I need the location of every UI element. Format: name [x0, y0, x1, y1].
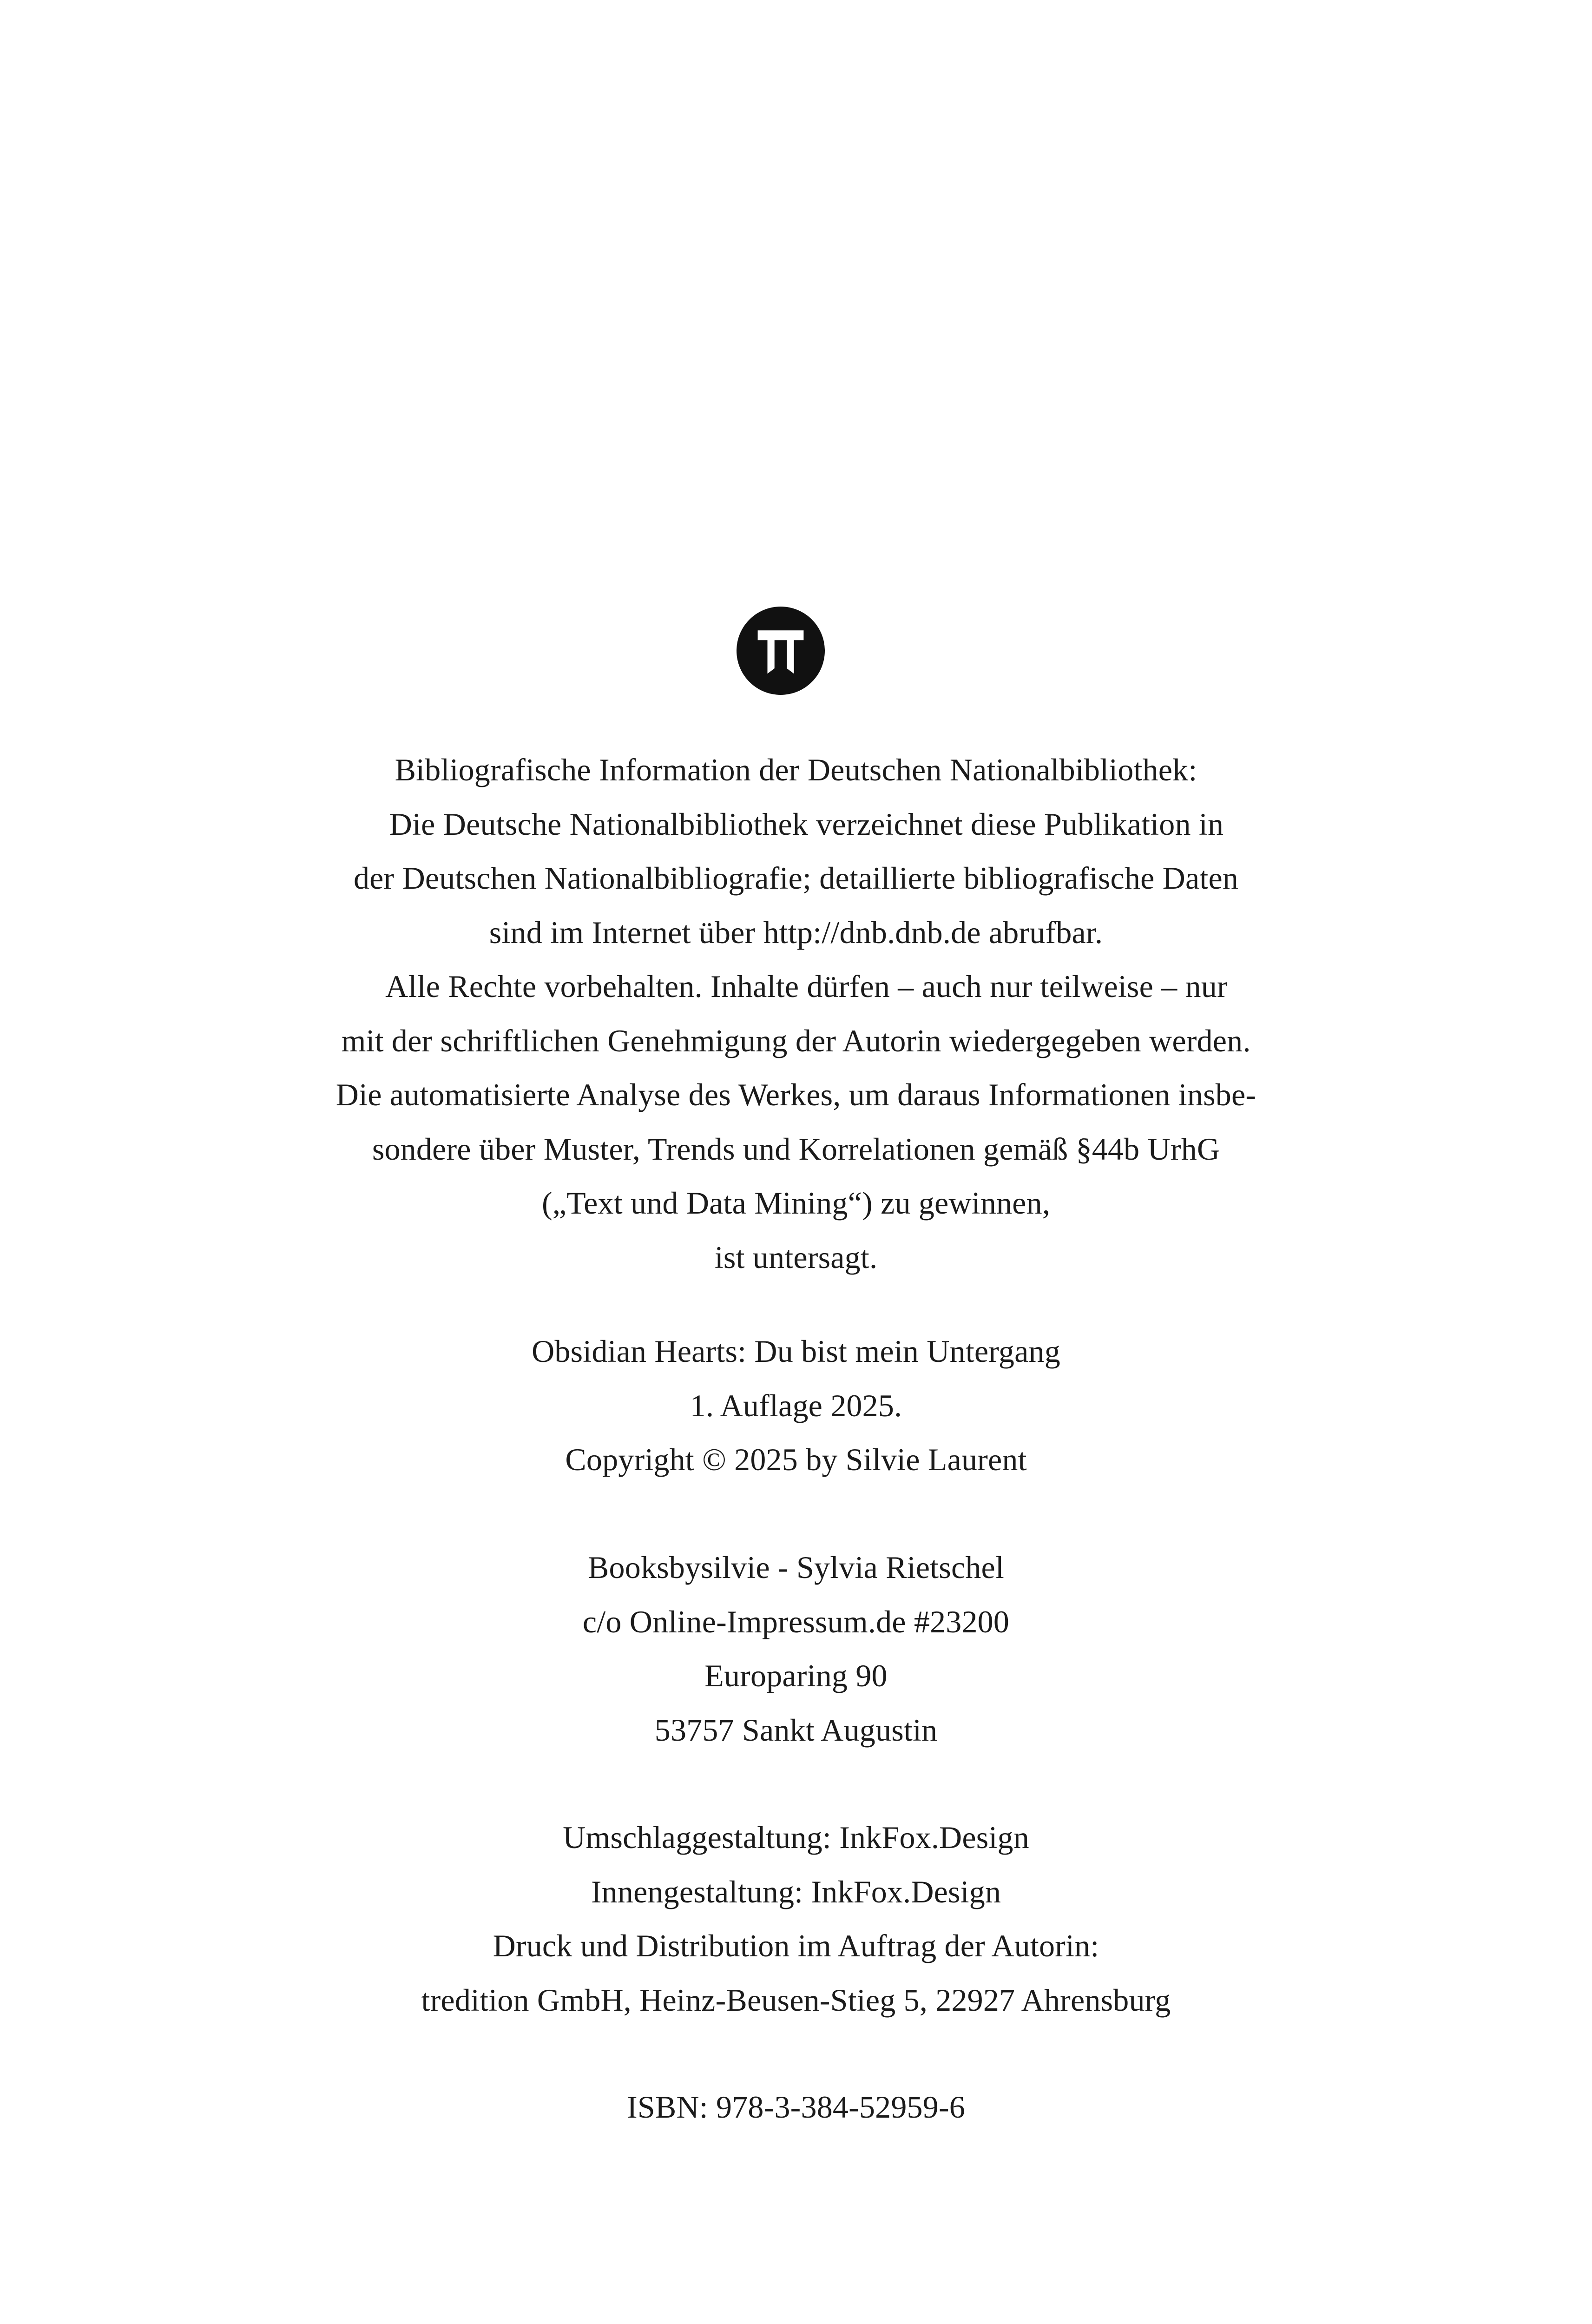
book-info [0, 1324, 1592, 1487]
notice-line: („Text und Data Mining“) zu gewinnen, [541, 1185, 1051, 1221]
publisher-city: 53757 Sankt Augustin [654, 1712, 938, 1748]
publisher-info [0, 1540, 1592, 1757]
notice-line: mit der schriftlichen Genehmigung der Autorin wiedergegeben werden. [341, 1023, 1251, 1058]
notice-line: Alle Rechte vorbehalten. Inhalte dürfen – auch nur teilweise – nur [385, 969, 1228, 1004]
bibliographic-notice [0, 743, 1592, 1284]
copyright: Copyright © 2025 by Silvie Laurent [565, 1442, 1027, 1477]
interior-credit: Innengestaltung: InkFox.Design [591, 1874, 1001, 1909]
isbn-block [0, 2080, 1592, 2134]
notice-line: sind im Internet über http://dnb.dnb.de abrufbar. [489, 914, 1103, 950]
credits [0, 1810, 1592, 2027]
publisher-name: Booksbysilvie - Sylvia Rietschel [587, 1550, 1004, 1585]
publisher-street: Europaring 90 [704, 1658, 888, 1693]
publisher-address-line: c/o Online-Impressum.de #23200 [582, 1604, 1010, 1639]
book-title: Obsidian Hearts: Du bist mein Untergang [532, 1334, 1060, 1369]
notice-line: sondere über Muster, Trends und Korrelationen gemäß §44b UrhG [372, 1131, 1220, 1167]
isbn: ISBN: 978-3-384-52959-6 [627, 2089, 965, 2125]
notice-line: Die Deutsche Nationalbibliothek verzeichnet diese Publikation in [389, 806, 1224, 842]
notice-line: Die automatisierte Analyse des Werkes, um daraus Informationen insbe- [336, 1077, 1256, 1112]
printer-credit: tredition GmbH, Heinz-Beusen-Stieg 5, 22927 Ahrensburg [421, 1982, 1171, 2018]
edition: 1. Auflage 2025. [690, 1387, 902, 1423]
notice-line: Bibliografische Information der Deutschen Nationalbibliothek: [395, 752, 1197, 787]
tredition-logo-icon [737, 607, 825, 695]
cover-credit: Umschlaggestaltung: InkFox.Design [563, 1820, 1029, 1855]
distribution-credit: Druck und Distribution im Auftrag der Autorin: [493, 1928, 1099, 1963]
notice-line: ist untersagt. [714, 1239, 878, 1275]
notice-line: der Deutschen Nationalbibliografie; detaillierte bibliografische Daten [353, 860, 1239, 896]
